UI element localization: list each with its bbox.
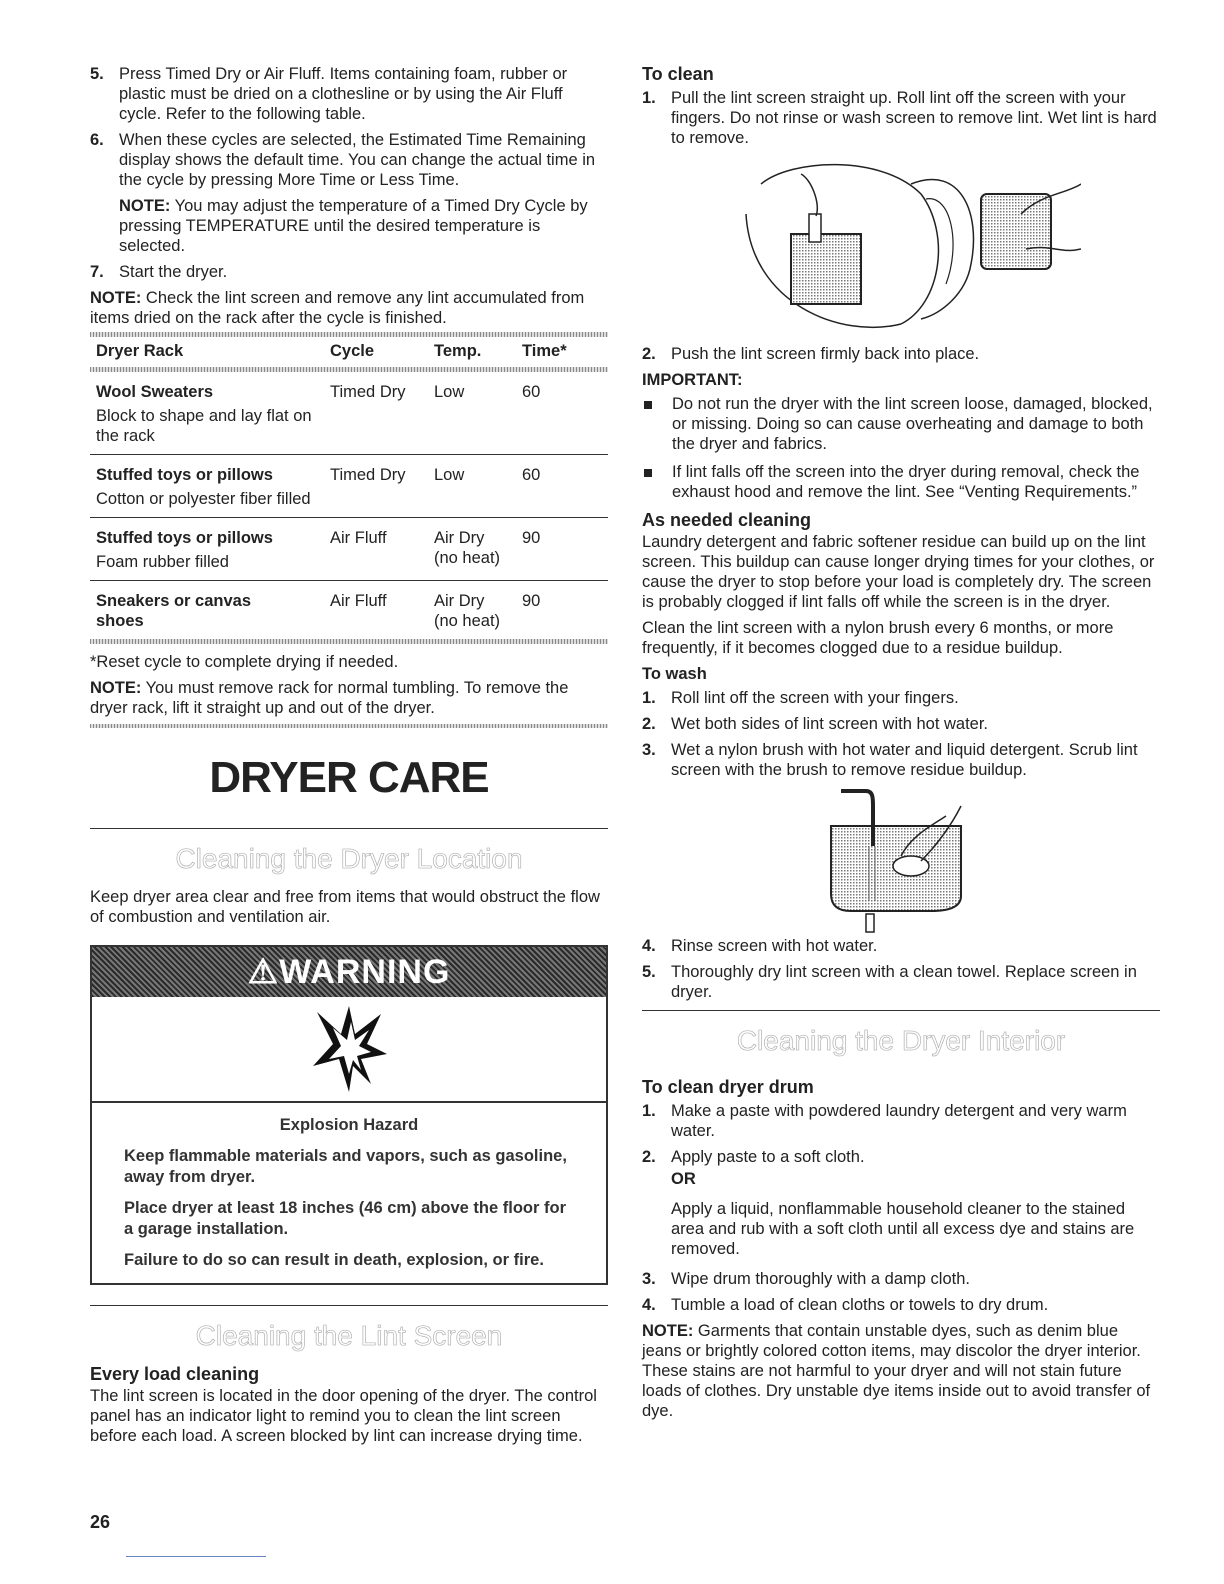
clean-step-1 — [642, 88, 1160, 148]
step-number: 1. — [642, 1102, 656, 1120]
step-number: 3. — [642, 1270, 656, 1288]
table-row — [90, 581, 608, 640]
step-text: Apply paste to a soft cloth. — [671, 1148, 865, 1166]
wash-step — [642, 740, 1160, 780]
item-desc: Block to shape and lay flat on the rack — [96, 407, 312, 445]
note-text: You may adjust the temperature of a Timed Dry Cycle by pressing TEMPERATURE until the desired temperature is selected. — [119, 197, 588, 255]
note-temperature — [119, 196, 608, 256]
drum-step-1 — [642, 1101, 1160, 1141]
temp-cell — [428, 581, 516, 640]
step-number: 2. — [642, 1148, 656, 1166]
temp-note: (no heat) — [434, 549, 501, 567]
step-7 — [90, 262, 608, 282]
drum-step-4 — [642, 1295, 1160, 1315]
dryer-rack-table — [90, 337, 608, 639]
item-desc: Foam rubber filled — [96, 553, 229, 571]
temp-cell — [428, 518, 516, 581]
note-label: NOTE: — [119, 197, 171, 215]
clean-step-2 — [642, 344, 1160, 364]
warning-label: ⚠WARNING — [247, 953, 451, 991]
table-row — [90, 372, 608, 455]
step-number: 4. — [642, 1296, 656, 1314]
section-divider — [90, 828, 608, 829]
drum-step-3 — [642, 1269, 1160, 1289]
footnote: *Reset cycle to complete drying if needed. — [90, 653, 399, 671]
step-text: Rinse screen with hot water. — [671, 937, 878, 955]
note-unstable-dyes — [642, 1321, 1160, 1421]
step-text: Press Timed Dry or Air Fluff. Items containing foam, rubber or plastic must be dried on a clothesline or by using the Air Fluff cycle. Refer to the following table. — [119, 65, 568, 123]
bullet-icon — [642, 394, 672, 454]
step-text: Wet both sides of lint screen with hot water. — [671, 715, 989, 733]
note-remove-rack — [90, 678, 608, 718]
left-column — [90, 64, 608, 1452]
note-label: NOTE: — [90, 679, 142, 697]
drum-alternative: Apply a liquid, nonflammable household cleaner to the stained area and rub with a soft cloth until all excess dye and stains are removed. — [671, 1200, 1135, 1258]
step-text: Wipe drum thoroughly with a damp cloth. — [671, 1270, 970, 1288]
wash-step — [642, 688, 1160, 708]
step-text: Tumble a load of clean cloths or towels to dry drum. — [671, 1296, 1049, 1314]
step-number: 2. — [642, 715, 656, 733]
header-cycle: Cycle — [330, 342, 375, 360]
section-divider — [90, 1305, 608, 1306]
warning-title: Explosion Hazard — [279, 1116, 419, 1134]
temp-note: (no heat) — [434, 612, 501, 630]
every-load-text: The lint screen is located in the door opening of the dryer. The control panel has an indicator light to remind you to clean the lint screen before each load. A screen blocked by lint can increase drying time. — [90, 1387, 597, 1445]
location-text: Keep dryer area clear and free from items that would obstruct the flow of combustion and ventilation air. — [90, 888, 600, 926]
temp-cell — [428, 372, 516, 455]
step-number: 3. — [642, 741, 656, 759]
temp-value: Air Dry — [434, 529, 485, 547]
step-number: 2. — [642, 345, 656, 363]
item-desc: Cotton or polyester fiber filled — [96, 490, 311, 508]
step-number: 5. — [642, 963, 656, 981]
step-text: Push the lint screen firmly back into place. — [671, 345, 980, 363]
step-6 — [90, 130, 608, 190]
header-temp: Temp. — [434, 342, 482, 360]
interior-heading: Cleaning the Dryer Interior — [736, 1025, 1066, 1056]
note-lint-check — [90, 288, 608, 328]
cycle-cell: Air Fluff — [330, 592, 387, 610]
time-cell: 90 — [516, 518, 608, 581]
important-bullet — [642, 394, 1160, 454]
item-name: Wool Sweaters — [96, 383, 214, 401]
header-time: Time* — [522, 342, 567, 360]
drum-or: OR — [671, 1170, 696, 1188]
section-rule — [90, 724, 608, 728]
step-number: 1. — [642, 89, 656, 107]
drum-heading: To clean dryer drum — [642, 1077, 814, 1097]
temp-value: Low — [434, 383, 465, 401]
time-cell: 60 — [516, 372, 608, 455]
note-text: Check the lint screen and remove any lint accumulated from items dried on the rack after the cycle is finished. — [90, 289, 585, 327]
table-header-row — [90, 337, 608, 367]
table-row — [90, 455, 608, 518]
lint-screen-removal-illustration — [721, 154, 1081, 344]
important-heading: IMPORTANT: — [642, 371, 743, 389]
bullet-icon — [642, 462, 672, 502]
temp-value: Low — [434, 466, 465, 484]
step-number: 5. — [90, 65, 104, 83]
bullet-text: If lint falls off the screen into the dryer during removal, check the exhaust hood and remove the lint. See “Venting Requirements.” — [672, 463, 1140, 501]
warning-line: Keep flammable materials and vapors, such as gasoline, away from dryer. — [124, 1147, 567, 1186]
footer-rule — [126, 1556, 266, 1557]
lint-heading: Cleaning the Lint Screen — [195, 1320, 503, 1351]
location-heading: Cleaning the Dryer Location — [175, 843, 523, 874]
bullet-text: Do not run the dryer with the lint screen loose, damaged, blocked, or missing. Doing so can cause overheating and damage to both the dryer and fabrics. — [672, 395, 1153, 453]
as-needed-paragraph: Clean the lint screen with a nylon brush every 6 months, or more frequently, if it becomes clogged due to a residue buildup. — [642, 619, 1114, 657]
important-bullet — [642, 462, 1160, 502]
note-text: You must remove rack for normal tumbling. To remove the dryer rack, lift it straight up and out of the dryer. — [90, 679, 569, 717]
temp-value: Air Dry — [434, 592, 485, 610]
table-row — [90, 518, 608, 581]
time-cell: 60 — [516, 455, 608, 518]
dryer-care-heading: DRYER CARE — [209, 753, 489, 802]
table-bottom-rule — [90, 639, 608, 644]
temp-cell — [428, 455, 516, 518]
warning-banner — [92, 947, 606, 997]
step-text: Make a paste with powdered laundry detergent and very warm water. — [671, 1102, 1127, 1140]
note-label: NOTE: — [642, 1322, 694, 1340]
warning-line: Failure to do so can result in death, explosion, or fire. — [124, 1251, 544, 1269]
time-cell: 90 — [522, 592, 541, 610]
step-number: 1. — [642, 689, 656, 707]
section-divider — [642, 1010, 1160, 1011]
item-name: Sneakers or canvas shoes — [96, 592, 252, 630]
cycle-cell: Timed Dry — [324, 455, 428, 518]
step-text: Thoroughly dry lint screen with a clean towel. Replace screen in dryer. — [671, 963, 1137, 1001]
every-load-heading: Every load cleaning — [90, 1364, 260, 1384]
step-number: 7. — [90, 263, 104, 281]
page-number: 26 — [90, 1512, 111, 1532]
warning-box — [90, 945, 608, 1285]
as-needed-paragraph: Laundry detergent and fabric softener residue can build up on the lint screen. This buildup can cause longer drying times for your clothes, or cause the dryer to stop before your load is completely dry. The screen is probably clogged if lint falls off while the screen is in the dryer. — [642, 533, 1155, 611]
step-5 — [90, 64, 608, 124]
step-text: Wet a nylon brush with hot water and liquid detergent. Scrub lint screen with the brush to remove residue buildup. — [671, 741, 1138, 779]
step-text: When these cycles are selected, the Estimated Time Remaining display shows the default time. You can change the actual time in the cycle by pressing More Time or Less Time. — [119, 131, 596, 189]
wash-step — [642, 714, 1160, 734]
explosion-icon — [92, 997, 606, 1103]
item-name: Stuffed toys or pillows — [96, 466, 273, 484]
note-label: NOTE: — [90, 289, 142, 307]
step-text: Pull the lint screen straight up. Roll lint off the screen with your fingers. Do not rinse or wash screen to remove lint. Wet lint is hard to remove. — [671, 89, 1157, 147]
right-column — [642, 64, 1160, 1427]
step-number: 6. — [90, 131, 104, 149]
cycle-cell: Air Fluff — [324, 518, 428, 581]
cycle-cell: Timed Dry — [324, 372, 428, 455]
wash-step — [642, 936, 1160, 956]
as-needed-heading: As needed cleaning — [642, 510, 812, 530]
step-number: 4. — [642, 937, 656, 955]
drum-step-2 — [642, 1147, 1160, 1167]
item-name: Stuffed toys or pillows — [96, 529, 273, 547]
to-clean-heading: To clean — [642, 64, 714, 84]
to-wash-heading: To wash — [642, 665, 707, 683]
header-dryer-rack: Dryer Rack — [96, 342, 184, 360]
step-text: Roll lint off the screen with your fingers. — [671, 689, 959, 707]
step-text: Start the dryer. — [119, 263, 228, 281]
lint-screen-washing-illustration — [811, 786, 991, 936]
warning-line: Place dryer at least 18 inches (46 cm) above the floor for a garage installation. — [124, 1199, 567, 1238]
warning-text — [92, 1103, 606, 1283]
wash-step — [642, 962, 1160, 1002]
note-text: Garments that contain unstable dyes, such as denim blue jeans or brightly colored cotton items, may discolor the dryer interior. These stains are not harmful to your dryer and will not stain future loads of clothes. Dry unstable dye items inside out to avoid transfer of dye. — [642, 1322, 1151, 1420]
